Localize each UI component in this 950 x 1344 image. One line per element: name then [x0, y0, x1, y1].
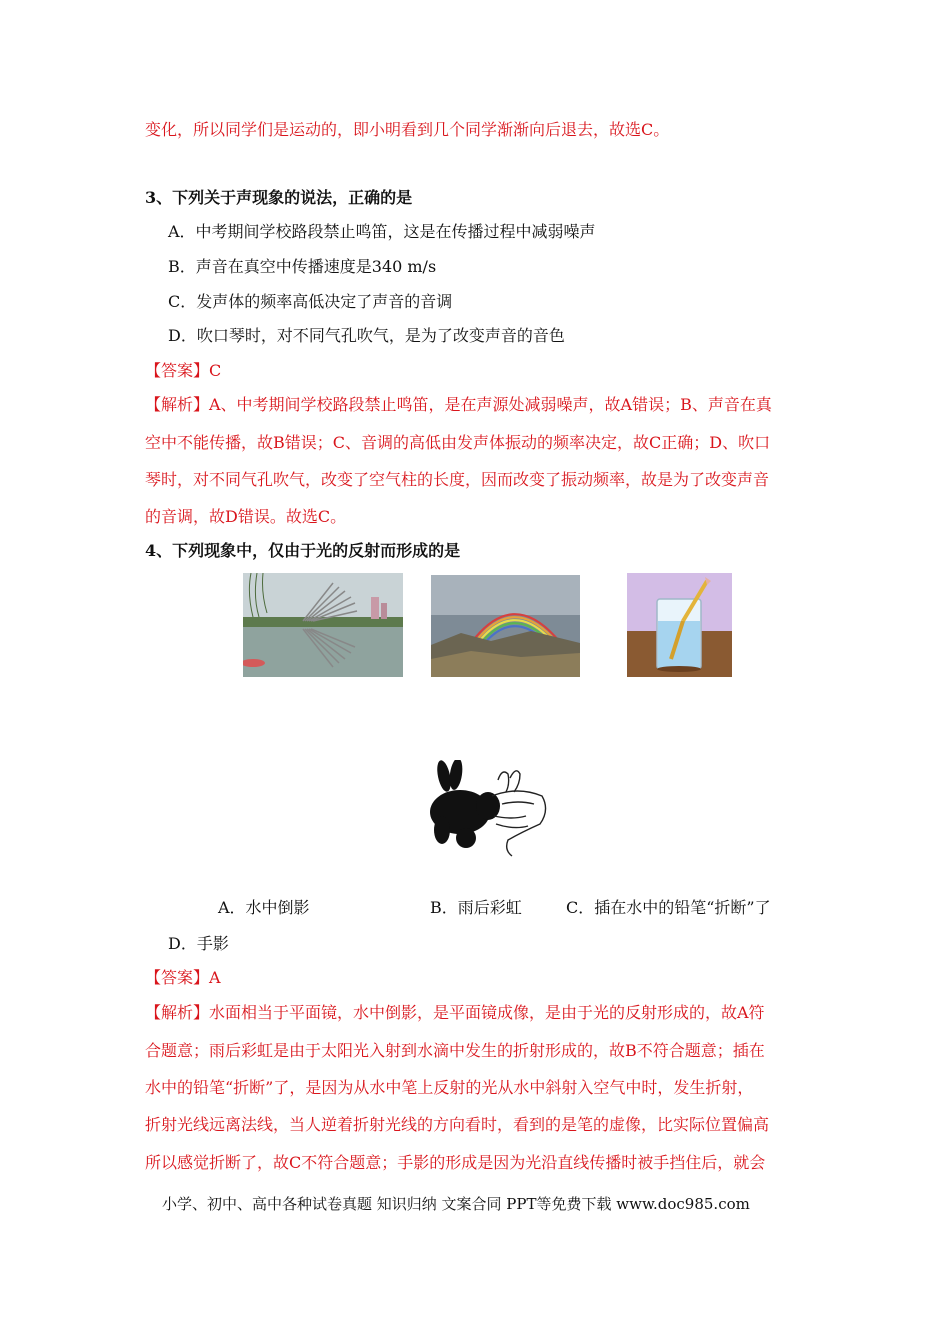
q3-answer: 【答案】C: [145, 361, 222, 380]
q3-analysis-line: 【解析】A、中考期间学校路段禁止鸣笛，是在声源处减弱噪声，故A错误；B、声音在真: [145, 395, 772, 414]
question-3-stem: 3、下列关于声现象的说法，正确的是: [145, 188, 413, 207]
previous-analysis-tail: 变化，所以同学们是运动的，即小明看到几个同学渐渐向后退去，故选C。: [145, 120, 670, 139]
q4-analysis-line: 水中的铅笔“折断”了，是因为从水中笔上反射的光从水中斜射入空气中时，发生折射，: [145, 1078, 754, 1097]
page-footer: 小学、初中、高中各种试卷真题 知识归纳 文案合同 PPT等免费下载 www.doc985.com: [162, 1195, 750, 1213]
water-reflection-image: [243, 573, 403, 677]
q4-option-a: A．水中倒影: [218, 898, 310, 917]
q4-option-d: D．手影: [168, 934, 229, 953]
q4-analysis-line: 合题意；雨后彩虹是由于太阳光入射到水滴中发生的折射形成的，故B不符合题意；插在: [145, 1041, 765, 1060]
q3-option-d: D．吹口琴时，对不同气孔吹气，是为了改变声音的音色: [168, 326, 565, 345]
pencil-in-water-image: [627, 573, 732, 677]
hand-shadow-image: [422, 760, 552, 860]
q3-analysis-line: 琴时，对不同气孔吹气，改变了空气柱的长度，因而改变了振动频率，故是为了改变声音: [145, 470, 770, 489]
q4-analysis-line: 【解析】水面相当于平面镜，水中倒影，是平面镜成像，是由于光的反射形成的，故A符: [145, 1003, 765, 1022]
question-4-stem: 4、下列现象中，仅由于光的反射而形成的是: [145, 541, 461, 560]
q3-analysis-line: 空中不能传播，故B错误；C、音调的高低由发声体振动的频率决定，故C正确；D、吹口: [145, 433, 771, 452]
q4-analysis-line: 所以感觉折断了，故C不符合题意；手影的形成是因为光沿直线传播时被手挡住后，就会: [145, 1153, 766, 1172]
q4-option-b: B．雨后彩虹: [430, 898, 522, 917]
q3-option-a: A．中考期间学校路段禁止鸣笛，这是在传播过程中减弱噪声: [168, 222, 596, 241]
q4-analysis-line: 折射光线远离法线，当人逆着折射光线的方向看时，看到的是笔的虚像，比实际位置偏高: [145, 1115, 770, 1134]
q3-option-c: C．发声体的频率高低决定了声音的音调: [168, 292, 453, 311]
q4-answer: 【答案】A: [145, 968, 221, 987]
q4-option-c: C．插在水中的铅笔“折断”了: [566, 898, 771, 917]
rainbow-image: [431, 575, 580, 677]
q3-option-b: B．声音在真空中传播速度是340 m/s: [168, 257, 437, 276]
q3-analysis-line: 的音调，故D错误。故选C。: [145, 507, 347, 526]
